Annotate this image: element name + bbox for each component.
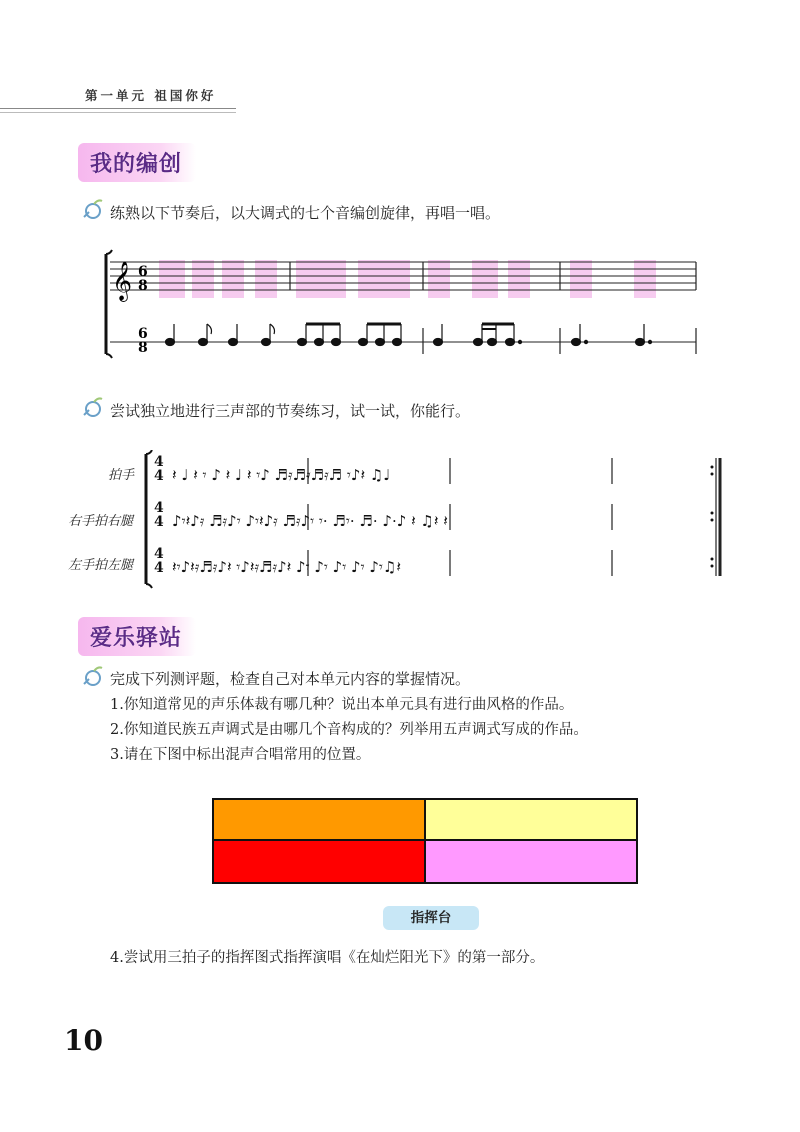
instruction-compose: 练熟以下节奏后，以大调式的七个音编创旋律，再唱一唱。 [110,204,501,222]
svg-text:♪𝄾𝄽♪𝄿 ♬𝄿♪𝄾 ♪𝄾𝄽♪𝄿 ♬𝄿♪: ♪𝄾𝄽♪𝄿 ♬𝄿♪𝄾 ♪𝄾𝄽♪𝄿 ♬𝄿♪𝄾 𝄾· ♬𝄾· ♬· ♪·♪ 𝄽 ♫𝄽 𝄽 [172,512,448,530]
choir-section-top-right[interactable] [426,800,636,841]
svg-text:6: 6 [138,264,148,280]
part-label-right-hand: 右手拍右腿 [68,514,134,529]
svg-text:4: 4 [154,546,164,562]
header-rule [0,108,236,109]
svg-text:𝄽𝄾♪𝄽𝄿♬𝄿♪𝄽 𝄾♪𝄽𝄿♬𝄿♪𝄽: 𝄽𝄾♪𝄽𝄿♬𝄿♪𝄽 𝄾♪𝄽𝄿♬𝄿♪𝄽 ♪𝄾 ♪𝄾 ♪𝄾 ♪𝄾 ♪𝄾♫𝄽 [172,558,401,576]
section-title-station: 爱乐驿站 [78,617,196,656]
instruction-three-part: 尝试独立地进行三声部的节奏练习，试一试，你能行。 [110,402,471,420]
section-title-composition: 我的编创 [78,143,196,182]
assessment-intro: 完成下列测评题，检查自己对本单元内容的掌握情况。 [110,670,471,688]
choir-section-bottom-right[interactable] [426,841,636,882]
svg-text:8: 8 [138,340,148,356]
svg-text:4: 4 [154,514,164,530]
choir-position-grid [212,798,638,884]
svg-text:4: 4 [154,560,164,576]
choir-section-top-left[interactable] [214,800,426,841]
question-1: 1.你知道常见的声乐体裁有哪几种？说出本单元具有进行曲风格的作品。 [110,697,574,713]
choir-section-bottom-left[interactable] [214,841,426,882]
melody-staff [98,248,708,360]
page-number: 10 [64,1024,103,1057]
question-2: 2.你知道民族五声调式是由哪几个音构成的？列举用五声调式写成的作品。 [110,722,588,738]
header-rule-secondary [0,112,236,113]
svg-text:6: 6 [138,326,148,342]
rhythm-symbols [172,466,448,576]
part-label-left-hand: 左手拍左腿 [68,558,134,573]
svg-text:𝄽 ♩ 𝄽 𝄾 ♪ 𝄽 ♩ 𝄽: 𝄽 ♩ 𝄽 𝄾 ♪ 𝄽 ♩ 𝄽 𝄾♪ ♬𝄿♬𝄿♬𝄿♬ 𝄾♪𝄽 ♫♩ [172,466,391,484]
conductor-podium-label: 指挥台 [383,906,479,930]
blank-melody-blocks [159,260,656,298]
treble-clef-icon: 𝄞 [112,261,133,301]
svg-text:4: 4 [154,468,164,484]
part-label-clap: 拍手 [108,468,135,483]
svg-text:4: 4 [154,500,164,516]
three-part-rhythm-score [140,450,730,590]
horn-icon [80,197,104,221]
unit-header: 第一单元 祖国你好 [85,88,217,103]
svg-text:8: 8 [138,278,148,294]
horn-icon [80,664,104,688]
question-4: 4.尝试用三拍子的指挥图式指挥演唱《在灿烂阳光下》的第一部分。 [110,950,545,966]
svg-text:4: 4 [154,454,164,470]
horn-icon [80,395,104,419]
question-3: 3.请在下图中标出混声合唱常用的位置。 [110,747,371,763]
